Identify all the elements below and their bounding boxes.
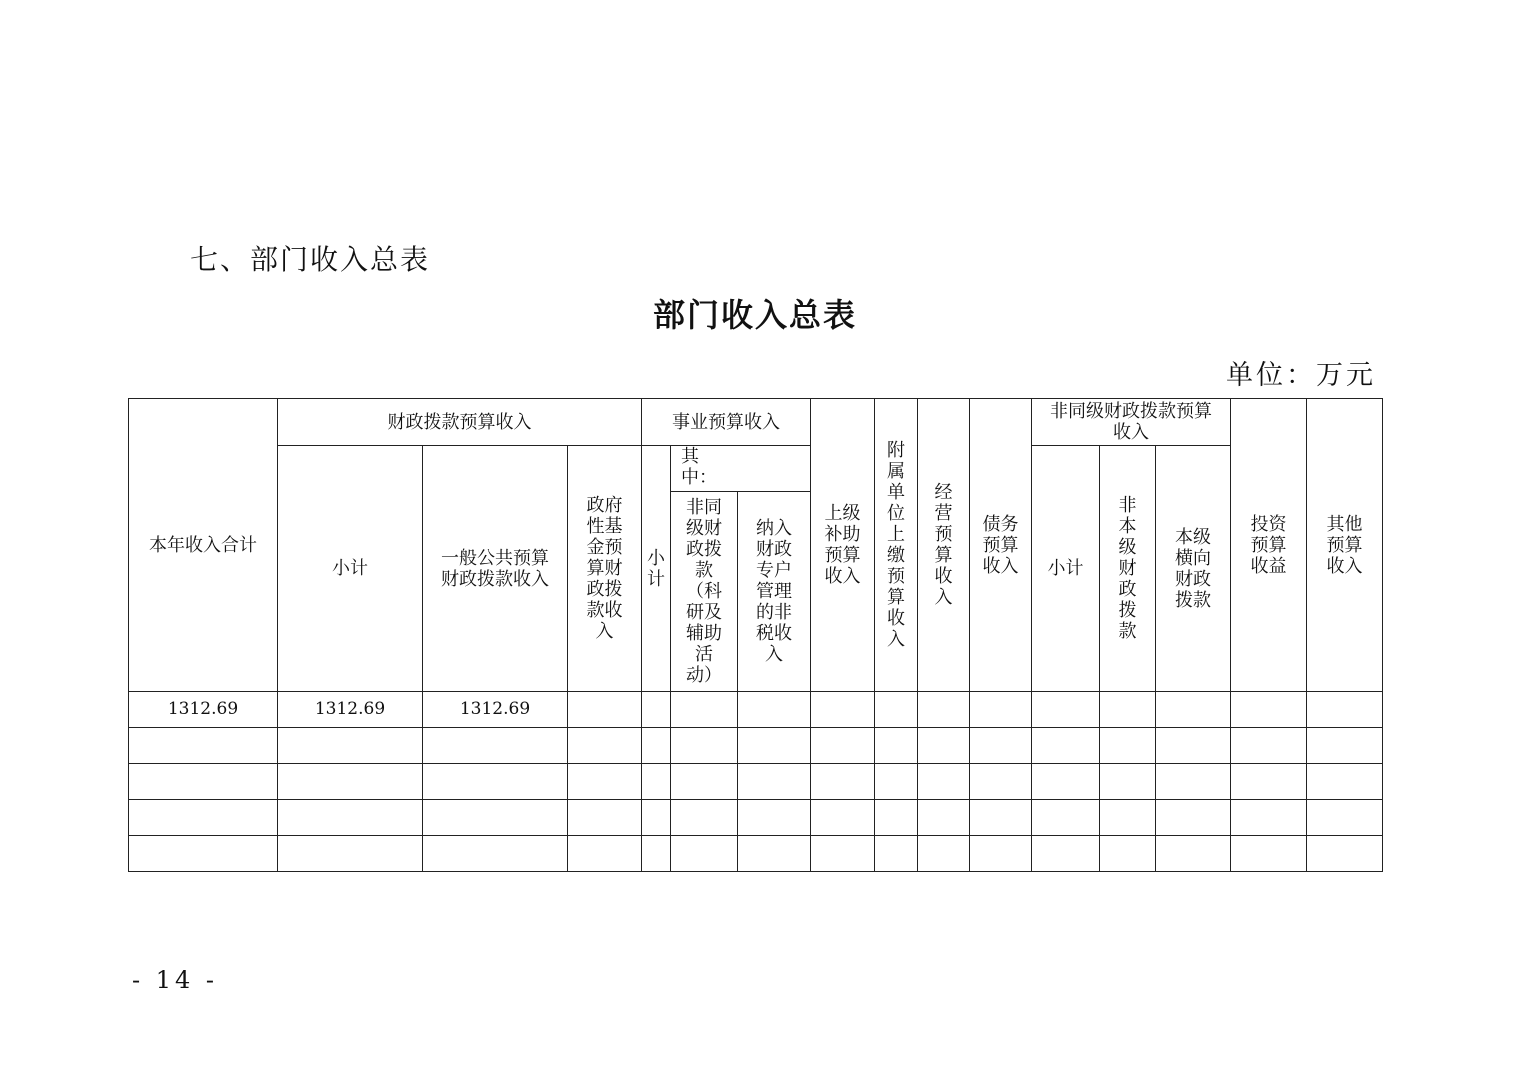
table-cell	[1156, 764, 1231, 800]
header-operating: 经营预算收入	[918, 399, 970, 692]
table-cell	[970, 836, 1032, 872]
table-cell	[278, 728, 423, 764]
table-cell	[568, 764, 642, 800]
table-cell	[918, 692, 970, 728]
table-cell	[918, 800, 970, 836]
table-cell	[970, 692, 1032, 728]
table-cell	[1307, 692, 1383, 728]
table-cell	[970, 764, 1032, 800]
table-cell	[642, 692, 671, 728]
table-row	[129, 800, 1383, 836]
table-cell: 1312.69	[423, 692, 568, 728]
table-cell	[1156, 728, 1231, 764]
table-cell	[1032, 800, 1100, 836]
table-cell	[875, 728, 918, 764]
table-cell	[1231, 692, 1307, 728]
table-cell	[738, 836, 811, 872]
header-superior-subsidy: 上级补助预算收入	[811, 399, 875, 692]
header-fiscal-subtotal: 小计	[278, 446, 423, 692]
table-cell	[568, 800, 642, 836]
header-non-same-level-group: 非同级财政拨款预算收入	[1032, 399, 1231, 446]
table-cell	[1032, 836, 1100, 872]
section-heading: 七、部门收入总表	[190, 243, 431, 276]
header-business-special-account: 纳入财政专户管理的非税收入	[738, 492, 811, 692]
table-cell	[1231, 836, 1307, 872]
table-cell	[875, 764, 918, 800]
table-cell	[278, 836, 423, 872]
table-cell	[811, 800, 875, 836]
table-cell	[423, 836, 568, 872]
table-cell	[1100, 728, 1156, 764]
table-cell	[1032, 728, 1100, 764]
header-fiscal-group: 财政拨款预算收入	[278, 399, 642, 446]
table-body	[129, 692, 1383, 872]
table-row	[129, 692, 1383, 728]
table-cell	[642, 800, 671, 836]
table-cell	[970, 728, 1032, 764]
table-cell	[1231, 800, 1307, 836]
page-number: - 14 -	[132, 966, 219, 994]
table-cell	[811, 836, 875, 872]
table-cell	[1100, 764, 1156, 800]
table-cell	[738, 728, 811, 764]
table-cell	[671, 764, 738, 800]
table-row	[129, 728, 1383, 764]
table-cell	[423, 764, 568, 800]
header-non-same-level-non-local: 非本级财政拨款	[1100, 446, 1156, 692]
header-affiliated-units: 附属单位上缴预算收入	[875, 399, 918, 692]
table-cell	[642, 836, 671, 872]
table-cell	[738, 800, 811, 836]
table-cell	[129, 836, 278, 872]
table-cell	[1032, 764, 1100, 800]
table-cell	[918, 764, 970, 800]
table-row	[129, 764, 1383, 800]
header-business-non-fiscal-research: 非同级财政拨款（科研及辅助活动）	[671, 492, 738, 692]
table-cell	[1100, 836, 1156, 872]
header-total: 本年收入合计	[129, 399, 278, 692]
table-cell	[278, 764, 423, 800]
table-cell	[1307, 836, 1383, 872]
unit-label: 单位：万元	[1226, 360, 1376, 391]
table-cell	[1156, 800, 1231, 836]
header-non-same-level-subtotal: 小计	[1032, 446, 1100, 692]
table-cell: 1312.69	[278, 692, 423, 728]
table-cell	[423, 800, 568, 836]
header-investment: 投资预算收益	[1231, 399, 1307, 692]
table-cell	[1156, 836, 1231, 872]
table-cell	[1156, 692, 1231, 728]
table-cell	[1307, 764, 1383, 800]
table-cell	[671, 728, 738, 764]
table-cell	[738, 764, 811, 800]
table-cell	[1307, 728, 1383, 764]
table-cell	[423, 728, 568, 764]
table-cell: 1312.69	[129, 692, 278, 728]
table-title: 部门收入总表	[652, 296, 857, 334]
table-cell	[738, 692, 811, 728]
header-fiscal-gov-fund: 政府性基金预算财政拨款收入	[568, 446, 642, 692]
header-fiscal-general: 一般公共预算财政拨款收入	[423, 446, 568, 692]
table-cell	[671, 836, 738, 872]
table-cell	[811, 692, 875, 728]
table-cell	[811, 728, 875, 764]
table-cell	[568, 728, 642, 764]
table-cell	[642, 728, 671, 764]
header-business-group: 事业预算收入	[642, 399, 811, 446]
table-cell	[918, 728, 970, 764]
table-cell	[568, 692, 642, 728]
table-cell	[1100, 800, 1156, 836]
table-cell	[129, 800, 278, 836]
table-cell	[278, 800, 423, 836]
table-cell	[1307, 800, 1383, 836]
table-cell	[1100, 692, 1156, 728]
table-cell	[875, 692, 918, 728]
table-cell	[129, 728, 278, 764]
table-cell	[129, 764, 278, 800]
table-cell	[970, 800, 1032, 836]
header-non-same-level-horizontal: 本级横向财政拨款	[1156, 446, 1231, 692]
header-business-of-which: 其中：	[671, 446, 811, 492]
header-other: 其他预算收入	[1307, 399, 1383, 692]
table-cell	[918, 836, 970, 872]
table-cell	[875, 836, 918, 872]
table-cell	[811, 764, 875, 800]
table-cell	[671, 800, 738, 836]
header-business-subtotal: 小计	[642, 446, 671, 692]
table-cell	[1231, 728, 1307, 764]
table-cell	[568, 836, 642, 872]
table-cell	[1231, 764, 1307, 800]
income-summary-table	[128, 398, 1383, 872]
table-cell	[671, 692, 738, 728]
table-row	[129, 836, 1383, 872]
header-debt: 债务预算收入	[970, 399, 1032, 692]
table-cell	[875, 800, 918, 836]
table-cell	[642, 764, 671, 800]
table-cell	[1032, 692, 1100, 728]
